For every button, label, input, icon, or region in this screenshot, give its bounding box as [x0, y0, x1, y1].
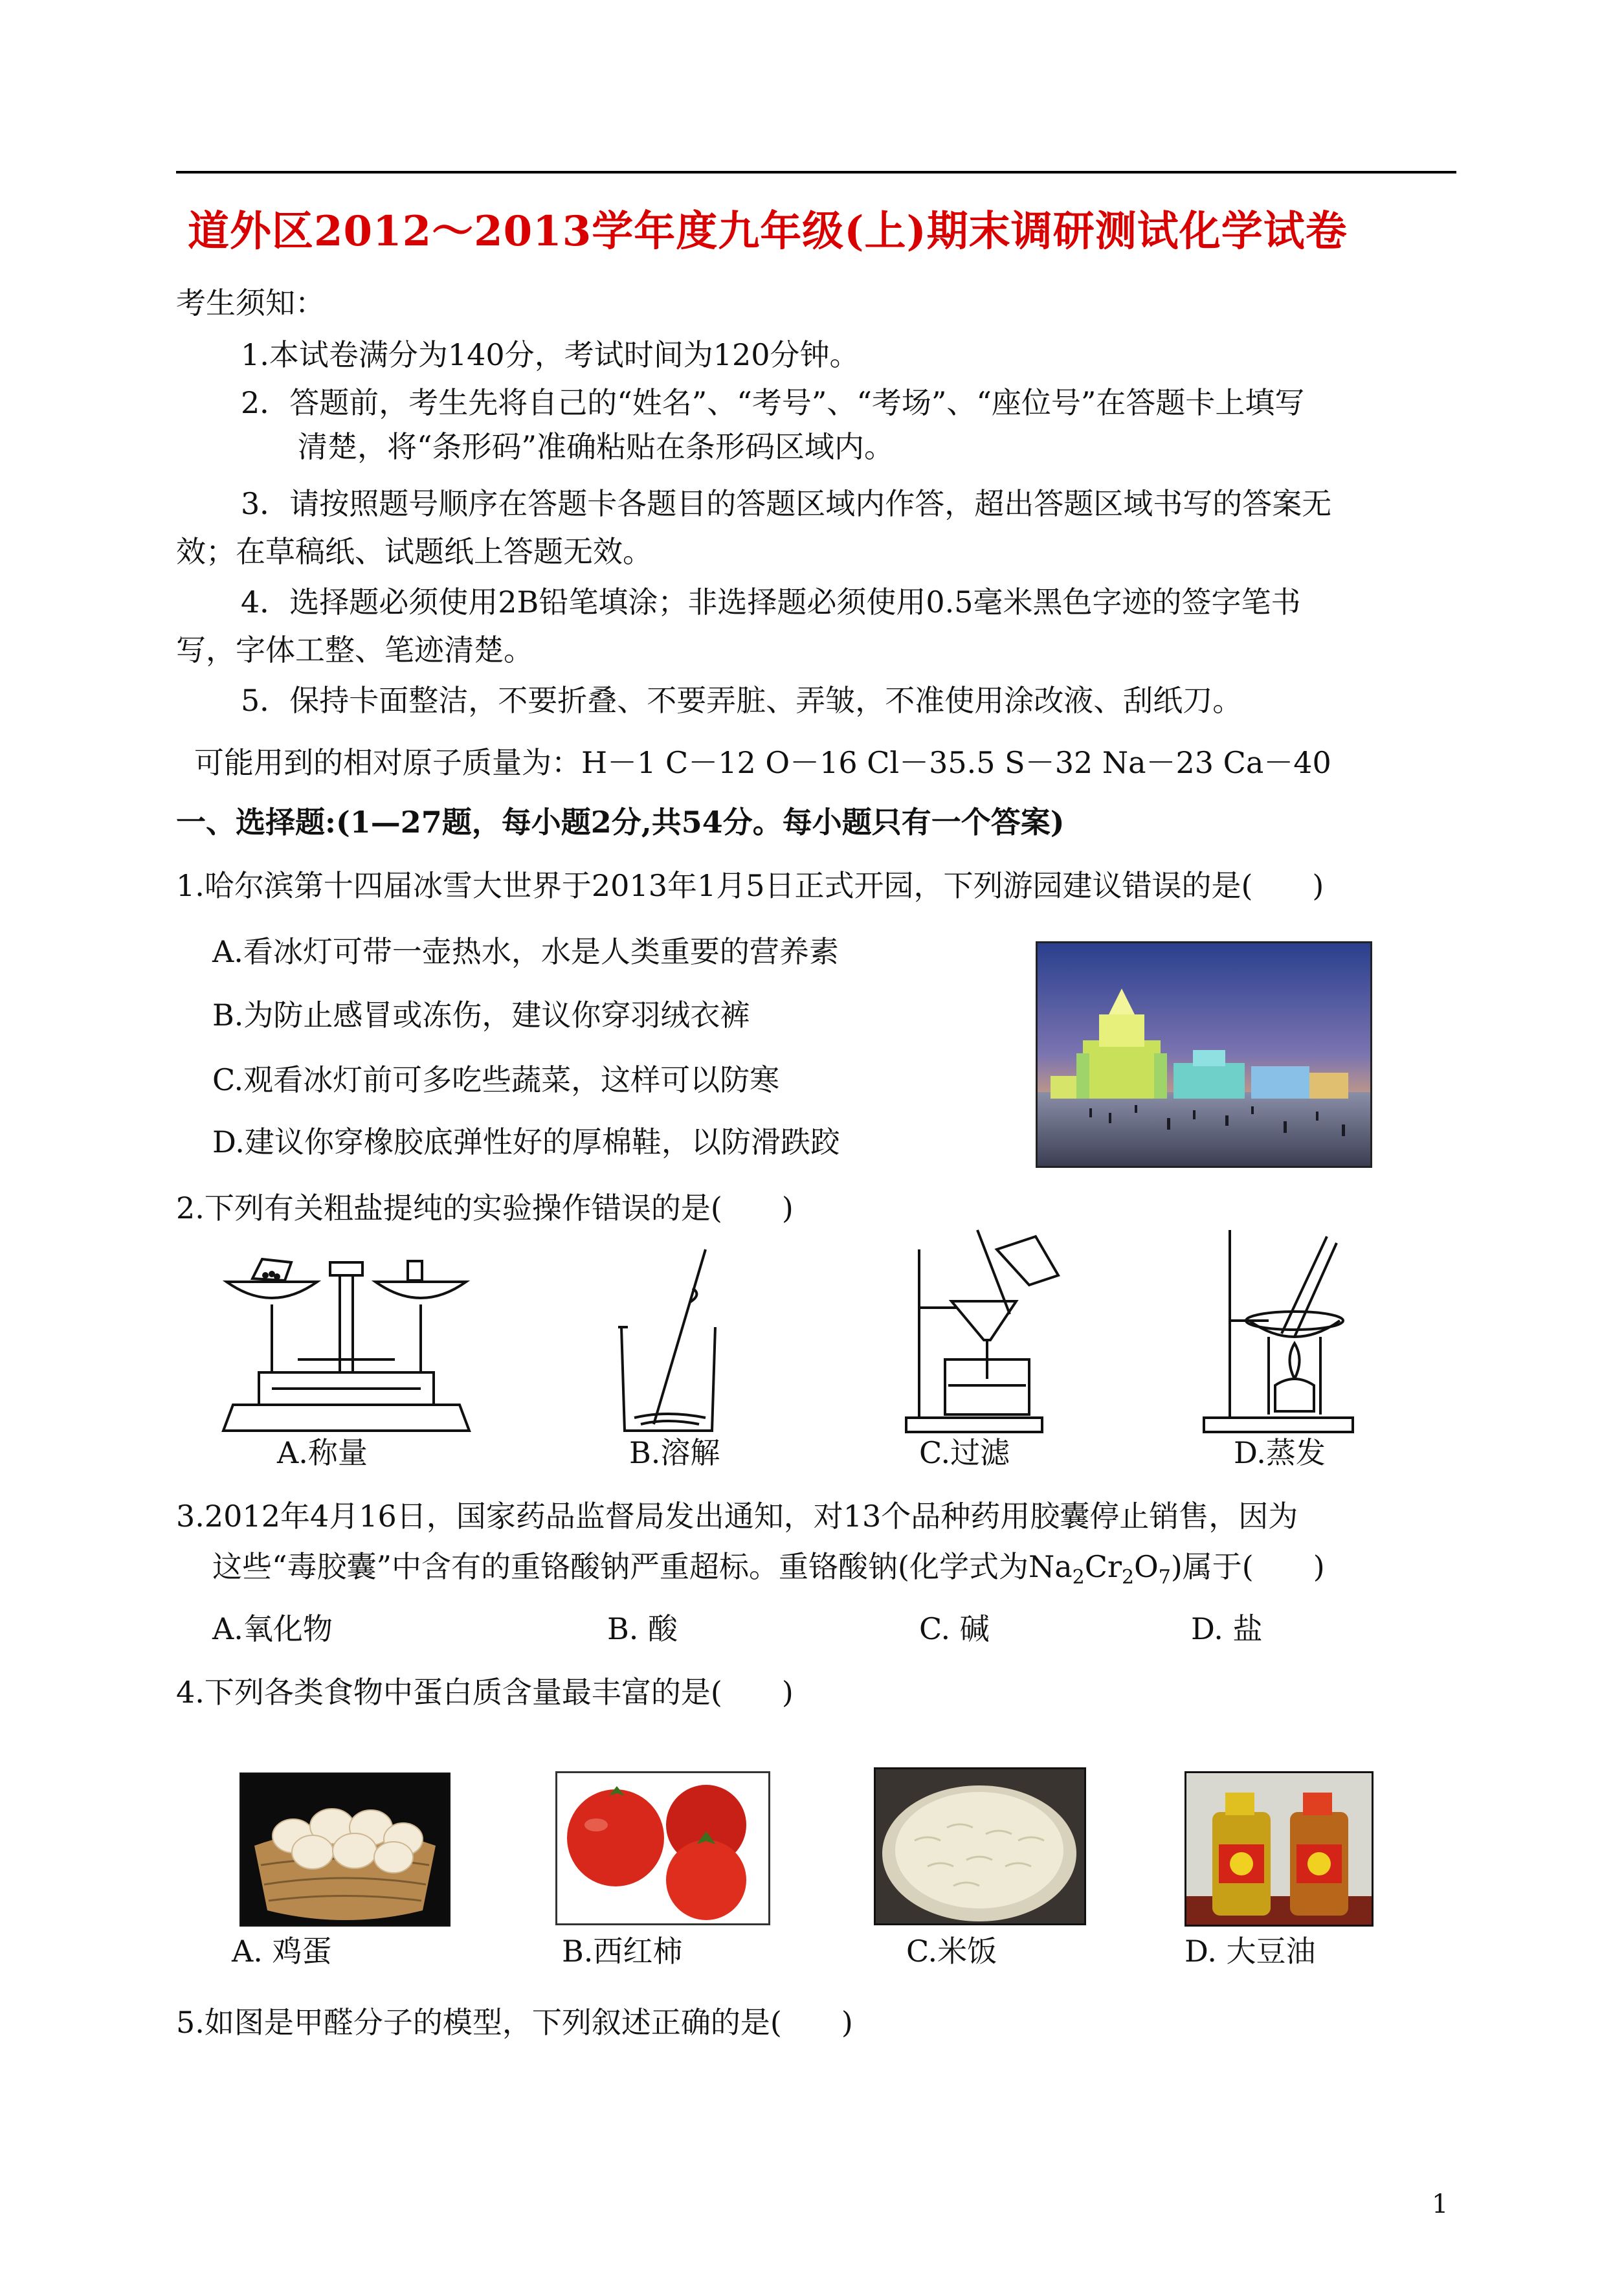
q2-label-b: B.溶解 [629, 1435, 720, 1470]
notice-item-3: 3．请按照题号顺序在答题卡各题目的答题区域内作答，超出答题区域书写的答案无 [241, 486, 1332, 521]
q1-option-a: A.看冰灯可带一壶热水，水是人类重要的营养素 [212, 934, 839, 969]
balance-illustration [214, 1243, 479, 1444]
q1-stem: 1.哈尔滨第十四届冰雪大世界于2013年1月5日正式开园，下列游园建议错误的是( ) [176, 868, 1324, 903]
q3-option-d: D. 盐 [1191, 1611, 1263, 1646]
q3-stem-end: )属于( ) [1170, 1549, 1325, 1584]
beaker-illustration [608, 1243, 725, 1437]
q2-label-d: D.蒸发 [1234, 1435, 1326, 1470]
q3-sub-cr: 2 [1121, 1566, 1135, 1589]
notice-item-4-cont: 写，字体工整、笔迹清楚。 [176, 632, 533, 667]
top-rule [176, 171, 1456, 173]
q3-stem-cont [212, 1547, 1325, 1597]
notice-heading: 考生须知： [176, 285, 325, 320]
q3-o: O [1134, 1549, 1159, 1584]
notice-item-4: 4．选择题必须使用2B铅笔填涂；非选择题必须使用0.5毫米黑色字迹的签字笔书 [241, 585, 1301, 620]
q3-stem: 3.2012年4月16日，国家药品监督局发出通知，对13个品种药用胶囊停止销售，因为 [176, 1499, 1298, 1534]
rice-photo [874, 1767, 1086, 1925]
q4-label-b: B.西红柿 [562, 1934, 683, 1969]
q3-stem-cont-text: 这些“毒胶囊”中含有的重铬酸钠严重超标。重铬酸钠(化学式为Na [212, 1549, 1073, 1584]
q1-option-d: D.建议你穿橡胶底弹性好的厚棉鞋，以防滑跌跤 [212, 1124, 840, 1159]
eggs-photo [239, 1773, 450, 1927]
q3-option-b: B. 酸 [607, 1611, 678, 1646]
q4-label-d: D. 大豆油 [1185, 1934, 1316, 1969]
q1-option-c: C.观看冰灯前可多吃些蔬菜，这样可以防寒 [212, 1062, 780, 1097]
ice-festival-photo [1036, 941, 1372, 1168]
notice-item-5: 5．保持卡面整洁，不要折叠、不要弄脏、弄皱，不准使用涂改液、刮纸刀。 [241, 683, 1243, 718]
page-number: 1 [1432, 2189, 1449, 2219]
q3-sub-o: 7 [1158, 1566, 1171, 1589]
q4-stem: 4.下列各类食物中蛋白质含量最丰富的是( ) [176, 1675, 794, 1710]
q2-label-a: A.称量 [277, 1435, 368, 1470]
q3-sub-na: 2 [1072, 1566, 1085, 1589]
q3-option-a: A.氧化物 [212, 1611, 333, 1646]
notice-item-2-cont: 清楚，将“条形码”准确粘贴在条形码区域内。 [298, 429, 895, 464]
tomatoes-photo [555, 1771, 770, 1925]
notice-item-1: 1.本试卷满分为140分，考试时间为120分钟。 [241, 337, 860, 372]
q1-option-b: B.为防止感冒或冻伤，建议你穿羽绒衣裤 [212, 998, 750, 1033]
q3-cr: Cr [1084, 1549, 1122, 1584]
q5-stem: 5.如图是甲醛分子的模型，下列叙述正确的是( ) [176, 2005, 853, 2040]
notice-item-3-cont: 效；在草稿纸、试题纸上答题无效。 [176, 534, 652, 569]
soybean-oil-photo [1185, 1771, 1374, 1927]
q2-stem: 2.下列有关粗盐提纯的实验操作错误的是( ) [176, 1191, 794, 1225]
section-heading: 一、选择题:(1—27题，每小题2分,共54分。每小题只有一个答案) [176, 805, 1065, 840]
filtration-illustration [900, 1224, 1068, 1437]
notice-item-2: 2．答题前，考生先将自己的“姓名”、“考号”、“考场”、“座位号”在答题卡上填写 [241, 385, 1305, 420]
q2-label-c: C.过滤 [919, 1435, 1010, 1470]
q4-label-c: C.米饭 [906, 1934, 997, 1969]
q4-label-a: A. 鸡蛋 [232, 1934, 332, 1969]
evaporation-illustration [1197, 1224, 1359, 1437]
q3-option-c: C. 碱 [919, 1611, 990, 1646]
atomic-masses: 可能用到的相对原子质量为：H－1 C－12 O－16 Cl－35.5 S－32 Na－23 Ca－40 [194, 745, 1331, 780]
exam-title: 道外区2012～2013学年度九年级(上)期末调研测试化学试卷 [188, 207, 1348, 256]
